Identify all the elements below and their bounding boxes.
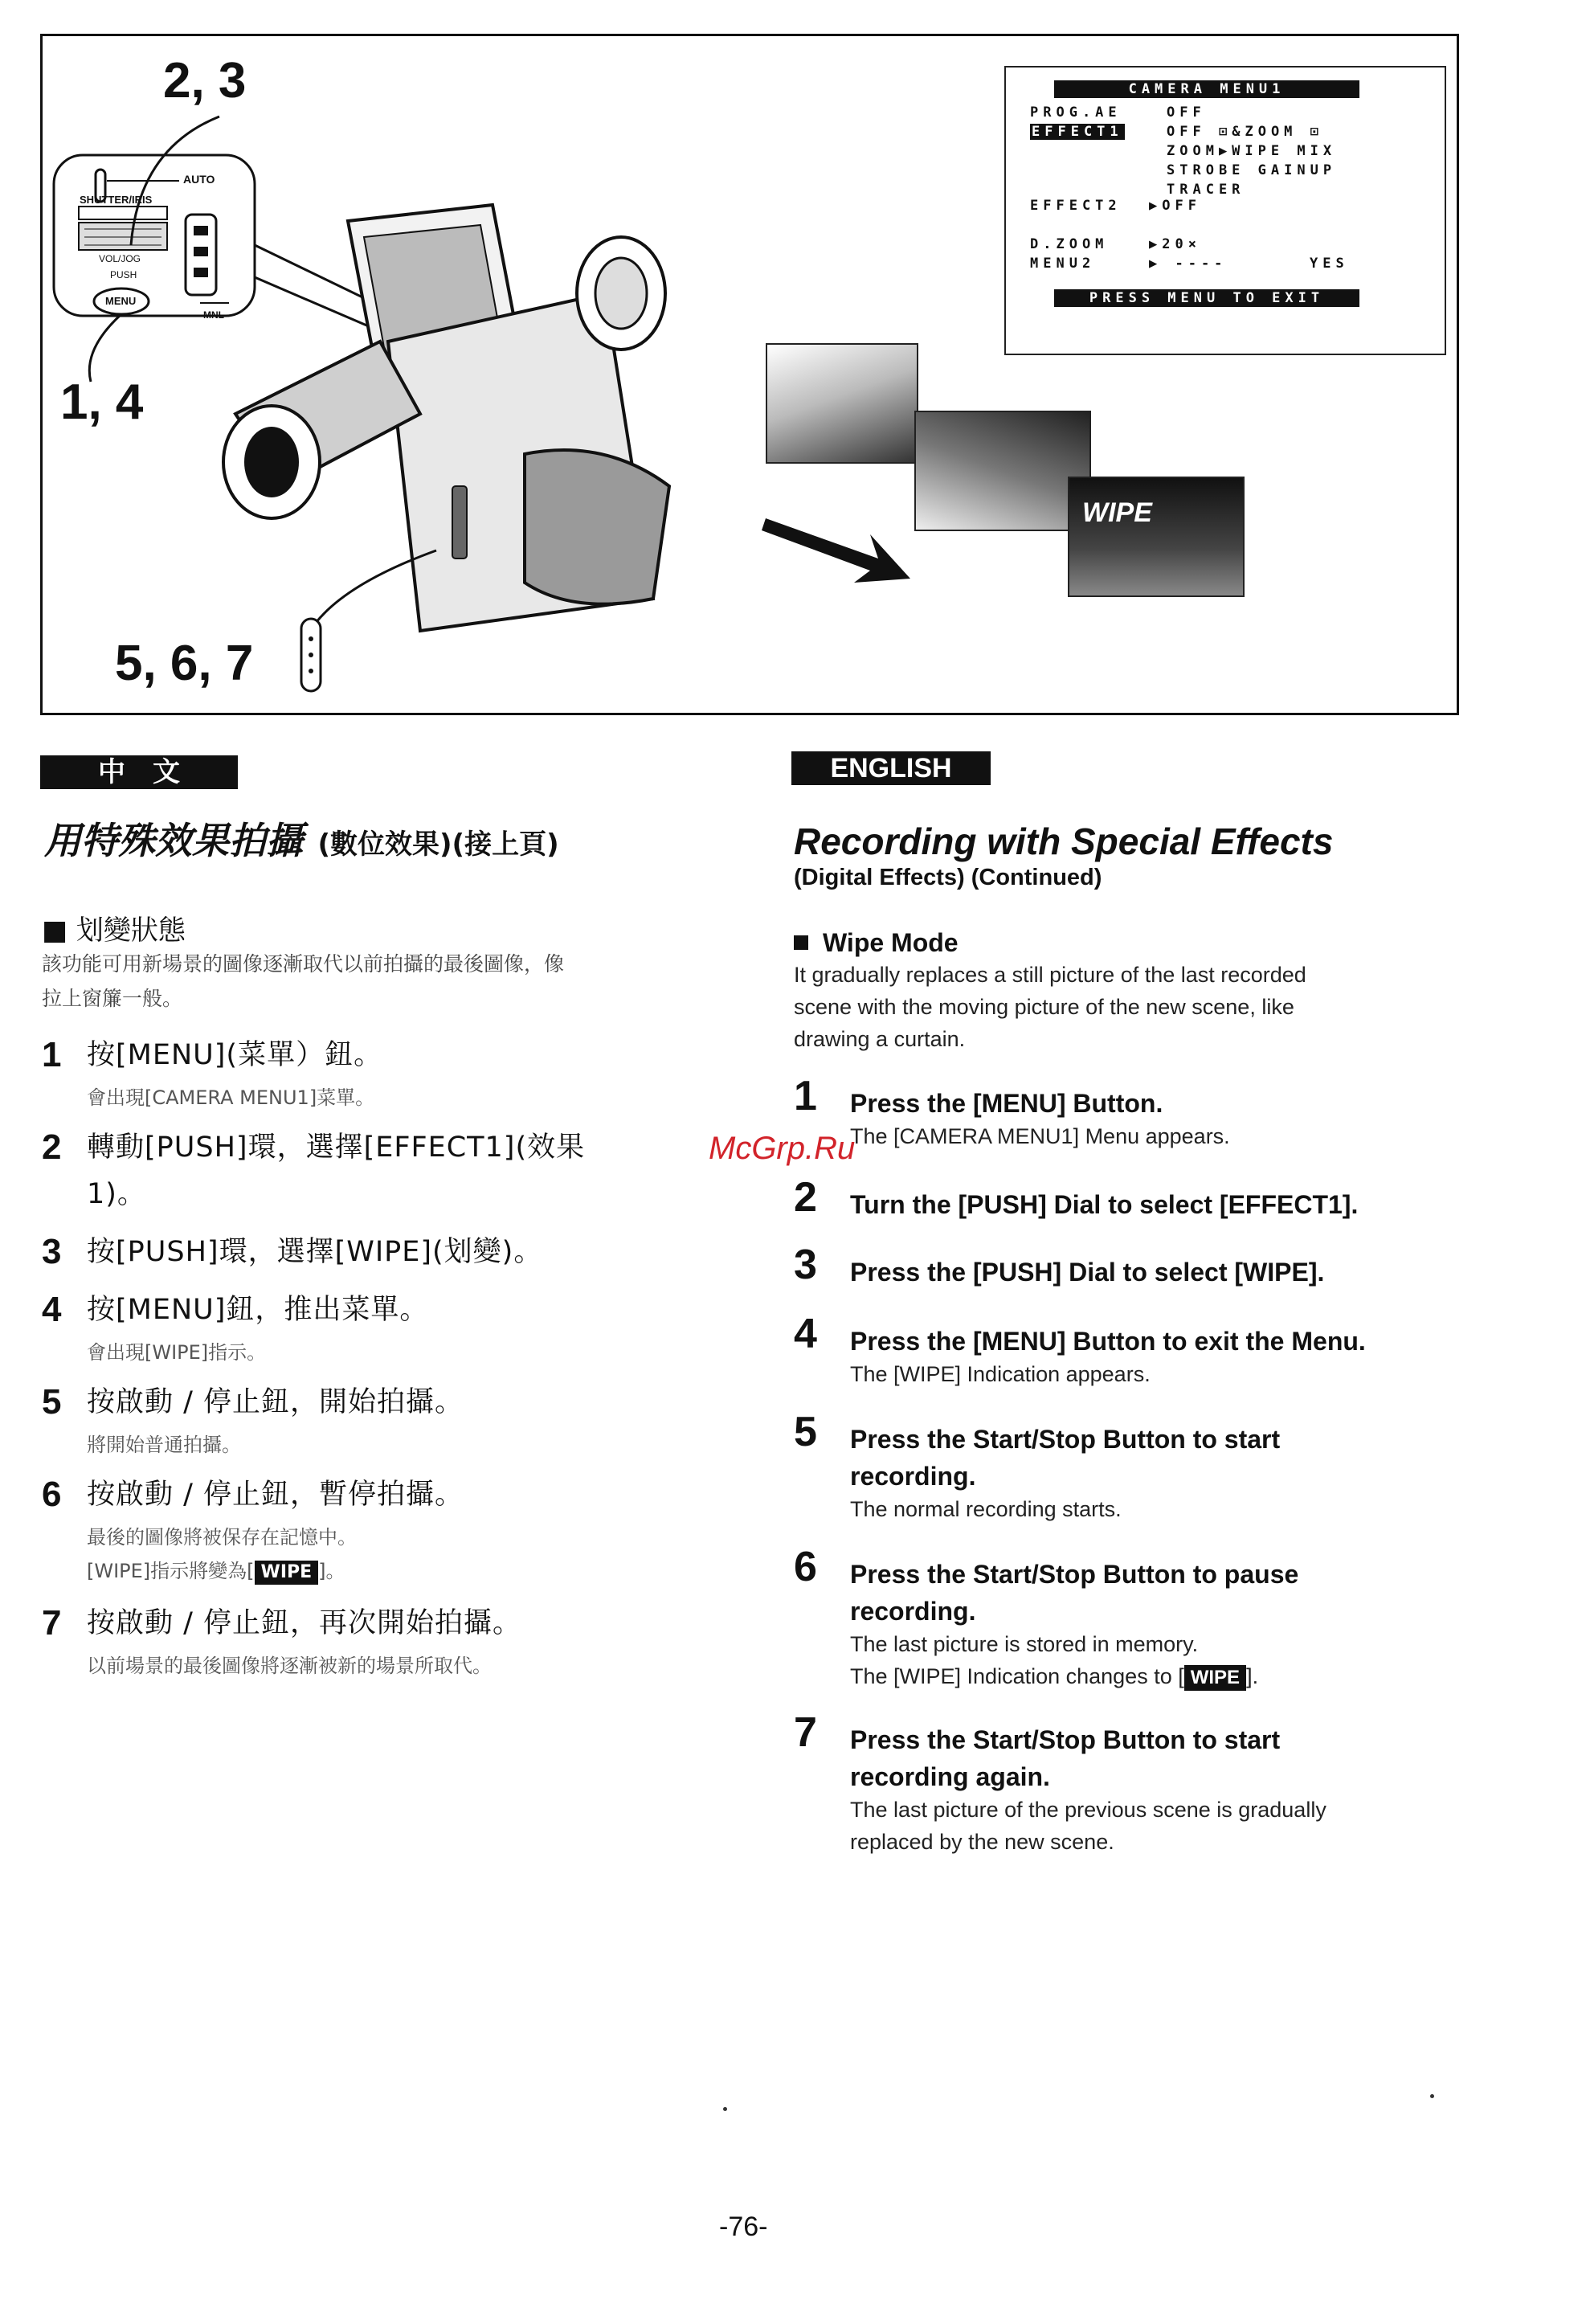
label-auto: AUTO (183, 173, 215, 186)
step-text: 轉動[PUSH]環，選擇[EFFECT1](效果 (87, 1131, 586, 1164)
step-number: 6 (794, 1544, 817, 1590)
english-title: Recording with Special Effects (794, 820, 1334, 862)
step-text: 按[MENU](菜單）鈕。 (87, 1039, 383, 1071)
step-text: Press the Start/Stop Button to pause (850, 1560, 1299, 1589)
english-step-4 (794, 1311, 1517, 1413)
menu-row-label-selected: EFFECT1 (1032, 124, 1123, 140)
callout-5-6-7: 5, 6, 7 (115, 636, 254, 691)
chinese-mode-desc (42, 947, 717, 1016)
step-text: Press the [MENU] Button. (850, 1089, 1163, 1118)
chinese-heading (44, 812, 559, 865)
step-note: The [WIPE] Indication appears. (850, 1362, 1151, 1386)
desc-line: It gradually replaces a still picture of the last recorded (794, 963, 1306, 987)
step-note: 將開始普通拍攝。 (87, 1434, 241, 1456)
desc-line: 該功能可用新場景的圖像逐漸取代以前拍攝的最後圖像，像 (42, 952, 565, 976)
step-number: 6 (42, 1475, 62, 1514)
arrow-icon (758, 502, 918, 591)
desc-line: scene with the moving picture of the new scene, like (794, 995, 1294, 1019)
english-subtitle: (Digital Effects) (Continued) (794, 865, 1102, 890)
menu-row-value: ▶OFF (1149, 198, 1201, 214)
desc-line: 拉上窗簾一般。 (42, 987, 183, 1010)
note-suffix: ]. (1246, 1664, 1259, 1688)
english-step-2 (794, 1174, 1517, 1246)
step-note: replaced by the new scene. (850, 1830, 1114, 1854)
page-number: -76- (719, 2211, 768, 2242)
chinese-step-3 (42, 1232, 733, 1290)
menu-row-value: TRACER (1167, 182, 1245, 198)
step-number: 7 (794, 1709, 817, 1756)
label-vol-jog: VOL/JOG (99, 253, 141, 264)
step-text: Press the Start/Stop Button to start (850, 1725, 1281, 1754)
english-step-3 (794, 1242, 1517, 1315)
desc-line: drawing a curtain. (794, 1027, 966, 1051)
menu-row-label: MENU2 (1030, 256, 1096, 272)
chinese-step-7 (42, 1603, 733, 1692)
english-tag: ENGLISH (791, 751, 991, 785)
step-number: 5 (42, 1382, 62, 1422)
label-mnl: MNL (203, 309, 224, 321)
step-number: 4 (42, 1290, 62, 1329)
chinese-step-4 (42, 1290, 733, 1382)
step-note: 會出現[WIPE]指示。 (87, 1341, 267, 1364)
step-number: 1 (794, 1073, 817, 1119)
menu-row-label: D.ZOOM (1030, 236, 1109, 252)
english-mode-desc (794, 959, 1437, 1055)
wipe-overlay-label: WIPE (1082, 497, 1152, 528)
step-number: 7 (42, 1603, 62, 1643)
step-text: 按[MENU]鈕，推出菜單。 (87, 1294, 429, 1326)
step-note: The normal recording starts. (850, 1497, 1122, 1521)
english-step-6 (794, 1544, 1517, 1713)
step-text-continued: 1)。 (87, 1178, 146, 1210)
step-text: Press the Start/Stop Button to start (850, 1425, 1281, 1454)
note-prefix: The [WIPE] Indication changes to [ (850, 1664, 1184, 1688)
step-text: Turn the [PUSH] Dial to select [EFFECT1]. (850, 1190, 1359, 1219)
step-text-continued: recording again. (850, 1762, 1050, 1791)
step-note: 會出現[CAMERA MENU1]菜單。 (87, 1086, 375, 1109)
step-number: 4 (794, 1311, 817, 1357)
step-note-badge-line (850, 1660, 1258, 1692)
step-note: The [CAMERA MENU1] Menu appears. (850, 1124, 1230, 1148)
wipe-badge: WIPE (255, 1561, 319, 1585)
menu-row-value: ZOOM▶WIPE MIX (1167, 143, 1337, 159)
english-mode-heading-row (794, 928, 959, 958)
step-note: 最後的圖像將被保存在記憶中。 (87, 1526, 357, 1549)
chinese-step-2 (42, 1127, 733, 1232)
chinese-tag: 中 文 (40, 755, 238, 789)
menu-row-value: ▶20× (1149, 236, 1201, 252)
menu-row-value: ⊡&ZOOM ⊡ (1219, 124, 1323, 140)
wipe-badge: WIPE (1184, 1665, 1246, 1691)
english-step-7 (794, 1709, 1517, 1866)
menu-row-value: OFF (1167, 104, 1206, 121)
chinese-subtitle: (數位效果)(接上頁) (317, 829, 559, 861)
scene-image-2 (914, 411, 1091, 531)
step-number: 2 (794, 1174, 817, 1221)
english-steps (794, 1073, 1517, 1866)
step-text: Press the [MENU] Button to exit the Menu. (850, 1327, 1366, 1356)
note-suffix: ]。 (318, 1560, 345, 1582)
chinese-step-1 (42, 1035, 733, 1127)
menu-title: CAMERA MENU1 (1054, 80, 1359, 98)
bullet-square-icon (794, 935, 808, 950)
step-number: 1 (42, 1035, 62, 1074)
speck-dot (1430, 2094, 1434, 2098)
step-note: 以前場景的最後圖像將逐漸被新的場景所取代。 (87, 1655, 492, 1677)
label-push: PUSH (110, 269, 137, 280)
callout-2-3: 2, 3 (163, 53, 247, 108)
step-number: 3 (42, 1232, 62, 1271)
label-menu: MENU (105, 295, 137, 307)
menu-row-value: STROBE GAINUP (1167, 162, 1337, 178)
watermark: McGrp.Ru (709, 1131, 856, 1166)
english-mode-heading: Wipe Mode (823, 928, 959, 957)
step-text-continued: recording. (850, 1462, 976, 1491)
step-note: The last picture is stored in memory. (850, 1632, 1199, 1656)
step-text-continued: recording. (850, 1597, 976, 1626)
menu-row-label: EFFECT2 (1030, 198, 1122, 214)
step-text: 按啟動 / 停止鈕，開始拍攝。 (87, 1386, 464, 1418)
label-shutter-iris: SHUTTER/IRIS (80, 194, 153, 206)
scene-image-3 (1068, 477, 1245, 597)
english-step-1 (794, 1073, 1517, 1178)
step-text: Press the [PUSH] Dial to select [WIPE]. (850, 1258, 1325, 1287)
callout-1-4: 1, 4 (60, 374, 144, 430)
step-number: 3 (794, 1242, 817, 1288)
chinese-step-6 (42, 1475, 733, 1603)
step-number: 2 (42, 1127, 62, 1167)
chinese-step-5 (42, 1382, 733, 1475)
note-prefix: [WIPE]指示將變為[ (87, 1560, 255, 1582)
speck-dot (723, 2107, 727, 2111)
chinese-title: 用特殊效果拍攝 (44, 819, 303, 862)
camera-menu-screen (1004, 66, 1446, 355)
menu-footer: PRESS MENU TO EXIT (1054, 289, 1359, 307)
scene-image-1 (766, 343, 918, 464)
english-step-5 (794, 1409, 1517, 1548)
menu-row-value: OFF (1167, 124, 1206, 140)
step-note: The last picture of the previous scene is gradually (850, 1798, 1326, 1822)
step-text: 按[PUSH]環，選擇[WIPE](划變)。 (87, 1236, 543, 1268)
step-text: 按啟動 / 停止鈕，暫停拍攝。 (87, 1479, 464, 1511)
menu-row-label: PROG.AE (1030, 104, 1122, 121)
step-text: 按啟動 / 停止鈕，再次開始拍攝。 (87, 1607, 522, 1639)
menu-row-value: ▶ ---- (1149, 256, 1228, 272)
step-note-badge-line (87, 1555, 345, 1587)
chinese-mode-heading: ■ 划變狀態 (42, 914, 186, 947)
menu-row-extra: YES (1310, 256, 1349, 272)
step-number: 5 (794, 1409, 817, 1455)
chinese-steps (42, 1035, 733, 1692)
